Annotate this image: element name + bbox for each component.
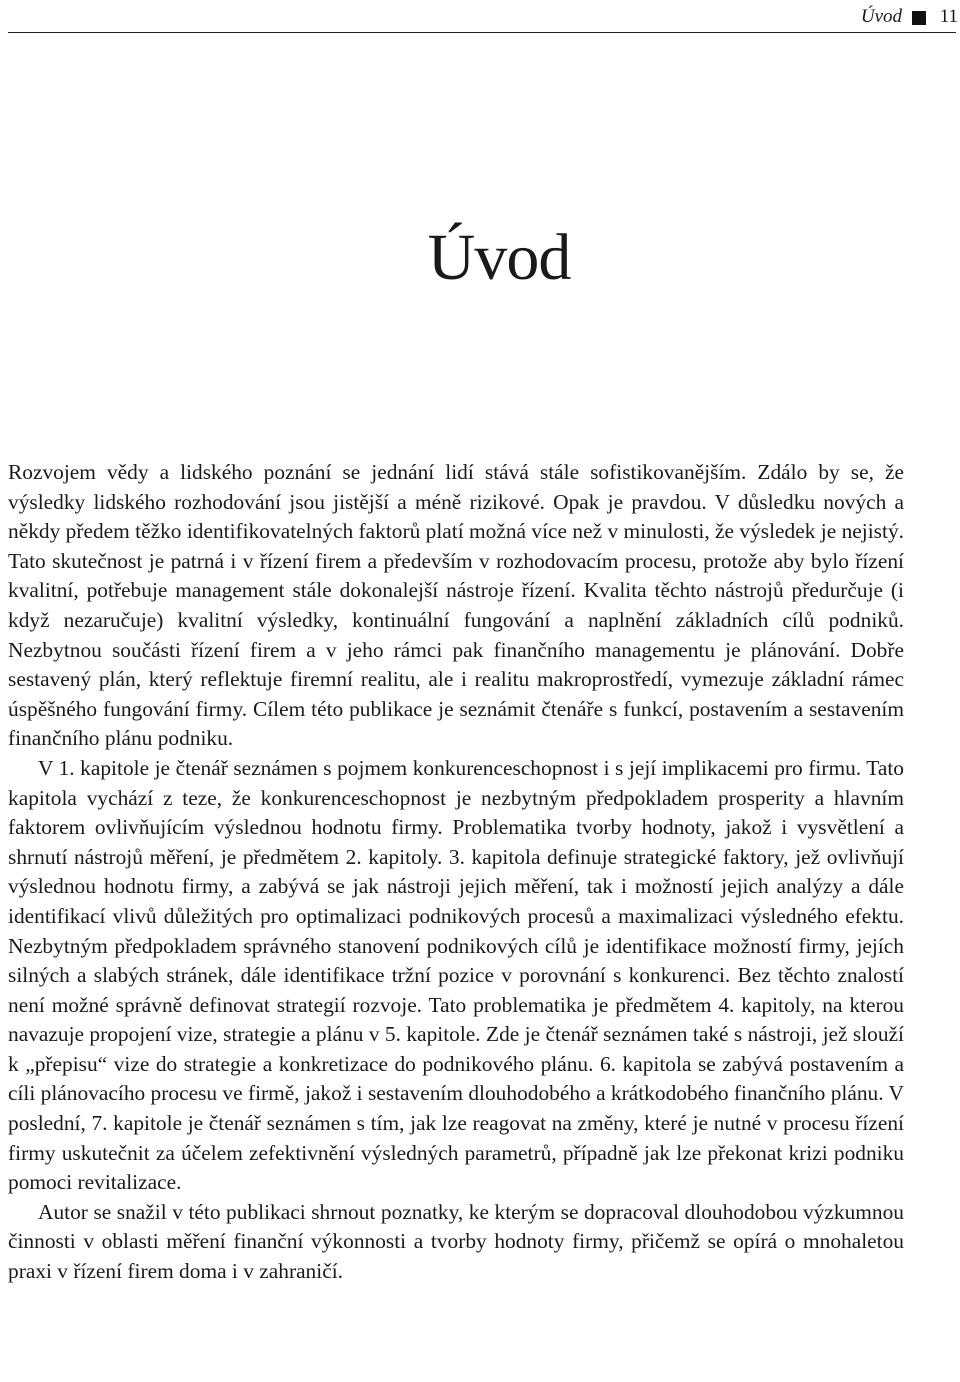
- body-text: [8, 458, 904, 1287]
- chapter-title: Úvod: [427, 221, 571, 294]
- paragraph-3: Autor se snažil v této publikaci shrnout poznatky, ke kterým se dopracoval dlouhodobou výzkumnou činnosti v oblasti měření finanční výkonnosti a tvorby hodnoty firmy, přičemž se opírá o mnohaletou praxi v řízení firem doma i v zahraničí.: [8, 1199, 904, 1284]
- paragraph-1: Rozvojem vědy a lidského poznání se jednání lidí stává stále sofistikovanějším. Zdálo by se, že výsledky lidského rozhodování jsou jistější a méně rizikové. Opak je pravdou. V důsledku nových a někdy předem těžko identifikovatelných faktorů platí možná více než v minulosti, že výsledek je nejistý. Tato skutečnost je patrná i v řízení firem a především v rozhodovacím procesu, protože aby bylo řízení kvalitní, potřebuje management stále dokonalejší nástroje řízení. Kvalita těchto nástrojů předurčuje (i když nezaručuje) kvalitní výsledky, kontinuální fungování a naplnění základních cílů podniků. Nezbytnou součásti řízení firem a v jeho rámci pak finančního managementu je plánování. Dobře sestavený plán, který reflektuje firemní realitu, ale i realitu makroprostředí, vymezuje základní rámec úspěšného fungování firmy. Cílem této publikace je seznámit čtenáře s funkcí, postavením a sestavením finančního plánu podniku.: [8, 460, 904, 751]
- header-rule: [8, 32, 956, 33]
- page-number: 11: [939, 6, 958, 27]
- running-header-section: Úvod: [860, 6, 902, 27]
- running-header: [0, 4, 960, 32]
- header-square-icon: [912, 11, 926, 25]
- paragraph-2: V 1. kapitole je čtenář seznámen s pojmem konkurenceschopnost i s její implikacemi pro firmu. Tato kapitola vychází z teze, že konkurenceschopnost je nezbytným předpokladem prosperity a hlavním faktorem ovlivňujícím výslednou hodnotu firmy. Problematika tvorby hodnoty, jakož i vysvětlení a shrnutí nástrojů měření, je předmětem 2. kapitoly. 3. kapitola definuje strategické faktory, jež ovlivňují výslednou hodnotu firmy, a zabývá se jak nástroji jejich měření, tak i možností jejich analýzy a dále identifikací vlivů důležitých pro optimalizaci podnikových procesů a maximalizaci výsledného efektu. Nezbytným předpokladem správného stanovení podnikových cílů je identifikace možností firmy, jejích silných a slabých stránek, dále identifikace tržní pozice v porovnání s konkurenci. Bez těchto znalostí není možné správně definovat strategií rozvoje. Tato problematika je předmětem 4. kapitoly, na kterou navazuje propojení vize, strategie a plánu v 5. kapitole. Zde je čtenář seznámen také s nástroji, jež slouží k „přepisu“ vize do strategie a konkretizace do podnikového plánu. 6. kapitola se zabývá postavením a cíli plánovacího procesu ve firmě, jakož i sestavením dlouhodobého a krátkodobého finančního plánu. V poslední, 7. kapitole je čtenář seznámen s tím, jak lze reagovat na změny, které je nutné v procesu řízení firmy uskutečnit za účelem zefektivnění výsledných parametrů, případně jak lze překonat krizi podniku pomoci revitalizace.: [8, 755, 904, 1195]
